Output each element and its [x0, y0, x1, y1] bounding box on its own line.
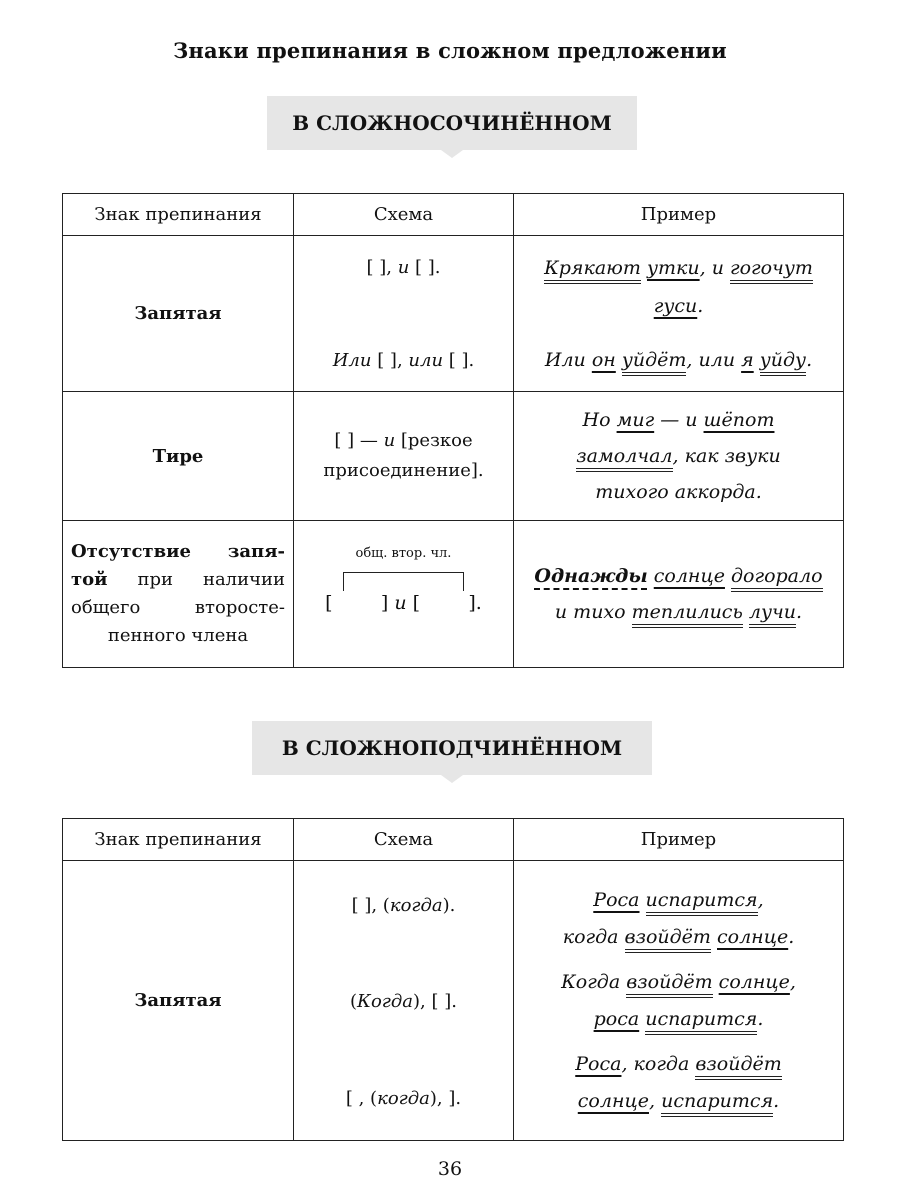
schema-text: (Когда), [ ]. — [349, 991, 457, 1012]
header-schema: Схема — [294, 194, 514, 236]
table-header-row — [63, 819, 844, 861]
schema-cell — [294, 236, 514, 392]
common-member-schema: общ. втор. чл. [ ] и [ ]. — [294, 534, 513, 654]
example-text: Роса испарится, когда взойдёт солнце. — [514, 882, 843, 956]
table-row — [63, 236, 844, 392]
example-text: Крякают утки, и гогочут гуси. — [544, 256, 813, 317]
compound-sentence-table — [62, 193, 844, 668]
sign-cell: Запятая — [63, 861, 294, 1141]
header-sign: Знак препинания — [63, 819, 294, 861]
table-header-row — [63, 194, 844, 236]
sign-cell: Отсутствие запя-той при наличии общего второсте-пенного члена — [63, 521, 294, 668]
schema-cell — [294, 861, 514, 1141]
schema-cell: [ ] — и [резкое присоединение]. — [294, 392, 514, 521]
schema-text: Или [ ], или [ ]. — [332, 349, 475, 371]
header-schema: Схема — [294, 819, 514, 861]
schema-text: [ ], и [ ]. — [366, 256, 441, 278]
page-title: Знаки препинания в сложном предложении — [173, 38, 727, 63]
example-text: Когда взойдёт солнце, роса испарится. — [514, 964, 843, 1038]
sign-cell: Тире — [63, 392, 294, 521]
example-cell — [514, 861, 844, 1141]
page-number: 36 — [437, 1158, 463, 1180]
example-text: Роса, когда взойдёт солнце, испарится. — [514, 1046, 843, 1120]
header-sign: Знак препинания — [63, 194, 294, 236]
example-text: Или он уйдёт, или я уйду. — [514, 342, 843, 379]
example-cell — [514, 236, 844, 392]
section-banner-compound: В СЛОЖНОСОЧИНЁННОМ — [267, 96, 637, 150]
example-cell: Однажды солнце догорало и тихо теплились лучи. — [514, 521, 844, 668]
schema-cell — [294, 521, 514, 668]
table-row — [63, 861, 844, 1141]
sign-cell: Запятая — [63, 236, 294, 392]
common-member-bracket — [343, 572, 464, 591]
schema-text: [ , (когда), ]. — [345, 1087, 462, 1109]
table-row — [63, 392, 844, 521]
header-example: Пример — [514, 819, 844, 861]
header-example: Пример — [514, 194, 844, 236]
complex-sentence-table — [62, 818, 844, 1141]
common-member-label: общ. втор. чл. — [355, 546, 452, 561]
section-banner-complex: В СЛОЖНОПОДЧИНЁННОМ — [252, 721, 652, 775]
example-cell: Но миг — и шёпот замолчал, как звуки тихого аккорда. — [514, 392, 844, 521]
table-row — [63, 521, 844, 668]
schema-text: [ ], (когда). — [351, 894, 456, 916]
